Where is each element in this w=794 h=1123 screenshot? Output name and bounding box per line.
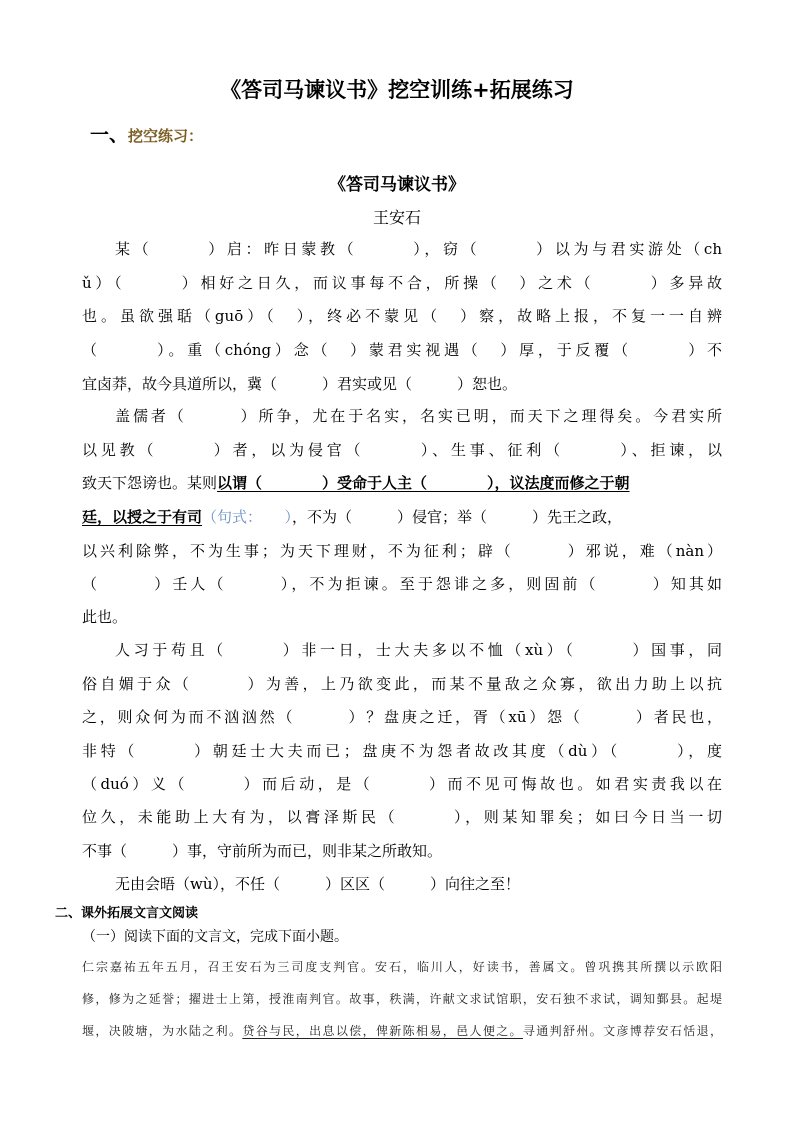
section-one-number: 一、 [90,124,129,146]
text-line [82,472,722,493]
text-line: 俗自媚于众（ ）为善，上乃欲变此，而某不量敌之众寡，欲出力助上以抗 [82,675,722,693]
underlined-phrase: 贷谷与民，出息以偿，俾新陈相易，邑人便之。 [242,1024,523,1038]
text-line: 以见教（ ）者，以为侵官（ ）、生事、征利（ ）、拒谏，以 [82,441,722,459]
text-title: 《答司马谏议书》 [329,175,465,195]
underlined-sentence: 廷，以授之于有司 [82,508,203,526]
text-line: 某（ ）启：昨日蒙教（ ），窃（ ）以为与君实游处（ch [115,240,722,258]
text-line: ǔ）（ ）相好之日久，而议事每不合，所操（ ）之术（ ）多异故 [82,274,722,292]
text-line [82,506,722,527]
text-line: 以兴利除弊，不为生事；为天下理财，不为征利；辟（ ）邪说，难（nàn） [82,542,722,560]
text-line: 之，则众何为而不汹汹然（ ）？盘庚之迁，胥（xū）怨（ ）者民也， [82,708,722,726]
text-line: 宜卤莽，故今具道所以，冀（ ）君实或见（ ）恕也。 [82,375,518,393]
text-segment: 致天下怨谤也。某则 [82,474,218,492]
text-line: 位久，未能助上大有为，以膏泽斯民（ ），则某知罪矣；如曰今日当一切 [82,808,722,826]
text-line: 非特（ ）朝廷士大夫而已；盘庚不为怨者故改其度（dù）（ ），度 [82,742,722,760]
section-one-heading [90,120,203,147]
part-one-instruction: （一）阅读下面的文言文，完成下面小题。 [82,929,348,945]
text-line: 此也。 [82,608,128,626]
text-line: 也。虽欲强聒（guō）（ ），终必不蒙见（ ）察，故略上报，不复一一自辨 [82,307,722,325]
reading-line: 仁宗嘉祐五年五月，召王安石为三司度支判官。安石，临川人，好读书，善属文。曾巩携其所撰以示欧阳 [82,960,722,974]
text-line: 无由会晤（wù），不任（ ）区区（ ）向往之至！ [115,875,521,893]
reading-line: 堰，决陂塘，为水陆之利。贷谷与民，出息以偿，俾新陈相易，邑人便之。寻通判舒州。文彦博荐安石恬退， [82,1024,722,1038]
section-one-label: 挖空练习： [128,127,204,145]
text-line: 人习于苟且（ ）非一日，士大夫多以不恤（xù）（ ）国事，同 [115,641,722,659]
underlined-sentence: 以谓（ ）受命于人主（ ），议法度而修之于朝 [217,474,630,492]
reading-line: 修，修为之延誉；擢进士上第，授淮南判官。故事，秩满，许献文求试馆职，安石独不求试，调知鄞县。起堤 [82,992,722,1006]
section-two-heading: 二、课外拓展文言文阅读 [55,906,199,921]
text-segment: ，不为（ ）侵官；举（ ）先王之政， [292,508,623,526]
sentence-type-note: （句式： ） [202,508,293,526]
text-line: 不事（ ）事，守前所为而已，则非某之所敢知。 [82,842,443,860]
text-line: （duó）义（ ）而后动，是（ ）而不见可悔故也。如君实责我以在 [82,775,722,793]
text-line: （ ）。重（chóng）念（ ）蒙君实视遇（ ）厚，于反覆（ ）不 [82,341,722,359]
text-line: 盖儒者（ ）所争，尤在于名实，名实已明，而天下之理得矣。今君实所 [115,407,722,425]
document-title: 《答司马谏议书》挖空训练+拓展练习 [220,78,574,102]
author-name: 王安石 [372,208,421,227]
text-line: （ ）壬人（ ），不为拒谏。至于怨诽之多，则固前（ ）知其如 [82,575,722,593]
